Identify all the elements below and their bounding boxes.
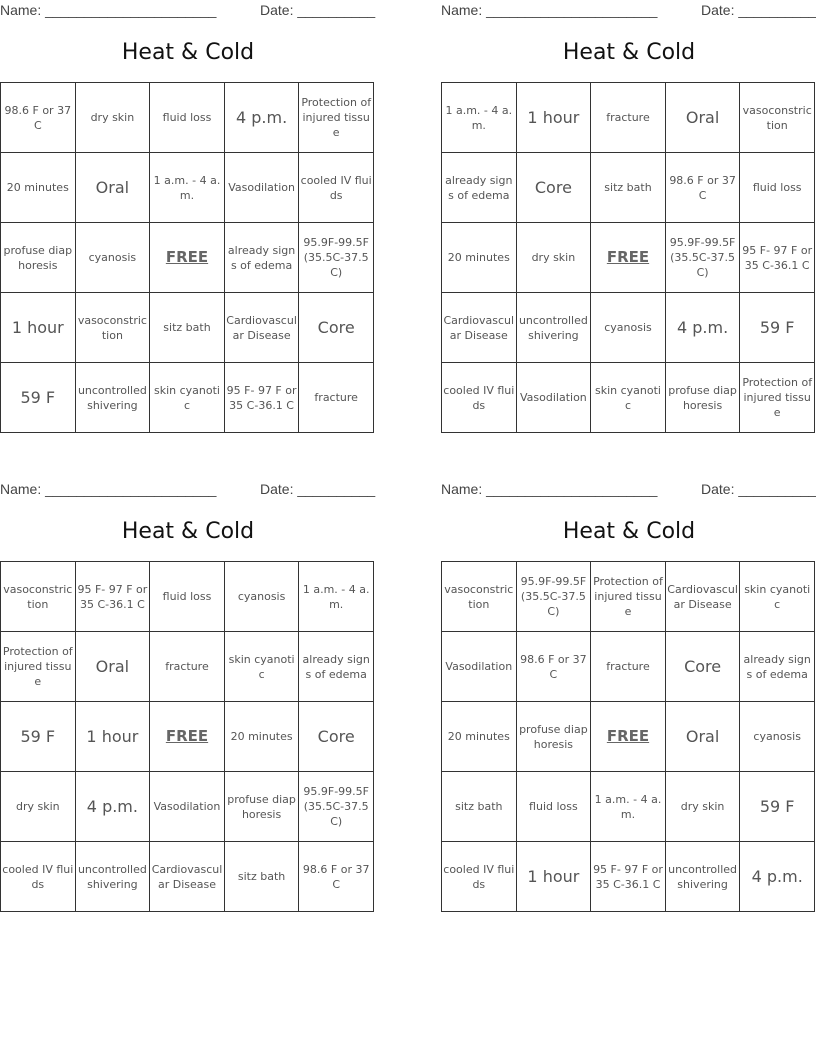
bingo-cell: cyanosis	[740, 702, 815, 772]
bingo-cell: Cardiovascular Disease	[225, 293, 300, 363]
bingo-cell: Vasodilation	[517, 363, 592, 433]
bingo-cell: skin cyanotic	[225, 632, 300, 702]
name-label: Name: ______________________	[441, 2, 658, 18]
bingo-cell: 4 p.m.	[666, 293, 741, 363]
bingo-cell: 1 hour	[517, 842, 592, 912]
name-label: Name: ______________________	[0, 2, 217, 18]
bingo-cell: vasoconstriction	[1, 562, 76, 632]
bingo-cell: 98.6 F or 37 C	[299, 842, 374, 912]
bingo-cell: fluid loss	[517, 772, 592, 842]
bingo-cell: vasoconstriction	[76, 293, 151, 363]
bingo-cell: fracture	[591, 632, 666, 702]
bingo-cell: profuse diaphoresis	[1, 223, 76, 293]
bingo-cell: 98.6 F or 37 C	[1, 83, 76, 153]
bingo-cell: Oral	[76, 153, 151, 223]
bingo-cell: cooled IV fluids	[442, 363, 517, 433]
bingo-cell: dry skin	[666, 772, 741, 842]
name-label: Name: ______________________	[0, 481, 217, 497]
bingo-cell: skin cyanotic	[150, 363, 225, 433]
card-header	[0, 0, 376, 22]
bingo-cell: cooled IV fluids	[299, 153, 374, 223]
bingo-card-2	[441, 0, 816, 440]
bingo-card-4	[441, 479, 816, 919]
bingo-cell: Core	[666, 632, 741, 702]
bingo-cell: profuse diaphoresis	[666, 363, 741, 433]
free-space-cell: FREE	[150, 702, 225, 772]
card-title: Heat & Cold	[562, 519, 696, 544]
bingo-cell: Cardiovascular Disease	[666, 562, 741, 632]
bingo-cell: 4 p.m.	[76, 772, 151, 842]
bingo-cell: Protection of injured tissue	[299, 83, 374, 153]
free-space-cell: FREE	[591, 223, 666, 293]
bingo-cell: 20 minutes	[442, 223, 517, 293]
bingo-cell: fracture	[299, 363, 374, 433]
bingo-cell: 1 a.m. - 4 a.m.	[591, 772, 666, 842]
bingo-cell: fracture	[591, 83, 666, 153]
card-header	[0, 479, 376, 501]
bingo-cell: cyanosis	[76, 223, 151, 293]
bingo-cell: uncontrolled shivering	[666, 842, 741, 912]
bingo-cell: Vasodilation	[225, 153, 300, 223]
bingo-cell: Oral	[666, 83, 741, 153]
bingo-card-1	[0, 0, 376, 440]
date-label: Date: __________	[260, 481, 376, 497]
date-label: Date: __________	[701, 481, 816, 497]
bingo-cell: cyanosis	[225, 562, 300, 632]
bingo-cell: uncontrolled shivering	[76, 842, 151, 912]
bingo-cell: 20 minutes	[1, 153, 76, 223]
bingo-cell: already signs of edema	[225, 223, 300, 293]
free-space-cell: FREE	[150, 223, 225, 293]
bingo-cell: 95 F- 97 F or 35 C-36.1 C	[225, 363, 300, 433]
bingo-grid	[441, 82, 815, 433]
bingo-cell: 98.6 F or 37 C	[517, 632, 592, 702]
bingo-cell: sitz bath	[442, 772, 517, 842]
card-title: Heat & Cold	[562, 40, 696, 65]
bingo-cell: 1 a.m. - 4 a.m.	[150, 153, 225, 223]
bingo-cell: Vasodilation	[442, 632, 517, 702]
bingo-cell: already signs of edema	[442, 153, 517, 223]
bingo-cell: Protection of injured tissue	[1, 632, 76, 702]
bingo-cell: 1 hour	[76, 702, 151, 772]
bingo-cell: 20 minutes	[442, 702, 517, 772]
card-title: Heat & Cold	[121, 519, 255, 544]
free-space-cell: FREE	[591, 702, 666, 772]
bingo-cell: 95.9F-99.5F (35.5C-37.5C)	[517, 562, 592, 632]
bingo-cell: Cardiovascular Disease	[150, 842, 225, 912]
bingo-cell: fluid loss	[150, 562, 225, 632]
bingo-cell: Cardiovascular Disease	[442, 293, 517, 363]
bingo-cell: uncontrolled shivering	[517, 293, 592, 363]
card-title: Heat & Cold	[121, 40, 255, 65]
bingo-cell: profuse diaphoresis	[517, 702, 592, 772]
bingo-cell: 59 F	[1, 702, 76, 772]
date-label: Date: __________	[701, 2, 816, 18]
bingo-cell: 95.9F-99.5F (35.5C-37.5C)	[299, 772, 374, 842]
bingo-cell: 59 F	[1, 363, 76, 433]
bingo-cell: 95.9F-99.5F (35.5C-37.5C)	[299, 223, 374, 293]
bingo-cell: dry skin	[76, 83, 151, 153]
bingo-cell: Vasodilation	[150, 772, 225, 842]
bingo-cell: 98.6 F or 37 C	[666, 153, 741, 223]
bingo-cell: 1 a.m. - 4 a.m.	[442, 83, 517, 153]
bingo-cell: Core	[299, 702, 374, 772]
bingo-cell: already signs of edema	[299, 632, 374, 702]
name-label: Name: ______________________	[441, 481, 658, 497]
card-header	[441, 0, 816, 22]
bingo-cell: skin cyanotic	[740, 562, 815, 632]
bingo-cell: vasoconstriction	[740, 83, 815, 153]
bingo-cell: cyanosis	[591, 293, 666, 363]
bingo-cell: cooled IV fluids	[1, 842, 76, 912]
bingo-cell: 59 F	[740, 772, 815, 842]
bingo-cell: dry skin	[1, 772, 76, 842]
bingo-cell: Protection of injured tissue	[591, 562, 666, 632]
bingo-card-3	[0, 479, 376, 919]
bingo-cell: sitz bath	[591, 153, 666, 223]
bingo-cell: 4 p.m.	[225, 83, 300, 153]
bingo-cell: 95.9F-99.5F (35.5C-37.5C)	[666, 223, 741, 293]
bingo-cell: profuse diaphoresis	[225, 772, 300, 842]
bingo-cell: sitz bath	[225, 842, 300, 912]
bingo-cell: fluid loss	[740, 153, 815, 223]
bingo-cell: cooled IV fluids	[442, 842, 517, 912]
bingo-cell: 4 p.m.	[740, 842, 815, 912]
bingo-grid	[0, 82, 374, 433]
bingo-cell: 95 F- 97 F or 35 C-36.1 C	[740, 223, 815, 293]
bingo-cell: 1 hour	[1, 293, 76, 363]
bingo-cell: fracture	[150, 632, 225, 702]
date-label: Date: __________	[260, 2, 376, 18]
bingo-cell: 1 a.m. - 4 a.m.	[299, 562, 374, 632]
bingo-grid	[0, 561, 374, 912]
bingo-cell: already signs of edema	[740, 632, 815, 702]
bingo-cell: 95 F- 97 F or 35 C-36.1 C	[591, 842, 666, 912]
bingo-cell: vasoconstriction	[442, 562, 517, 632]
bingo-cell: uncontrolled shivering	[76, 363, 151, 433]
bingo-cell: sitz bath	[150, 293, 225, 363]
bingo-cell: skin cyanotic	[591, 363, 666, 433]
bingo-cell: Oral	[666, 702, 741, 772]
bingo-cell: fluid loss	[150, 83, 225, 153]
bingo-cell: 20 minutes	[225, 702, 300, 772]
bingo-cell: 1 hour	[517, 83, 592, 153]
bingo-cell: dry skin	[517, 223, 592, 293]
bingo-cell: Oral	[76, 632, 151, 702]
bingo-cell: Protection of injured tissue	[740, 363, 815, 433]
bingo-grid	[441, 561, 815, 912]
bingo-cell: Core	[299, 293, 374, 363]
bingo-cell: Core	[517, 153, 592, 223]
card-header	[441, 479, 816, 501]
bingo-cell: 95 F- 97 F or 35 C-36.1 C	[76, 562, 151, 632]
bingo-cell: 59 F	[740, 293, 815, 363]
